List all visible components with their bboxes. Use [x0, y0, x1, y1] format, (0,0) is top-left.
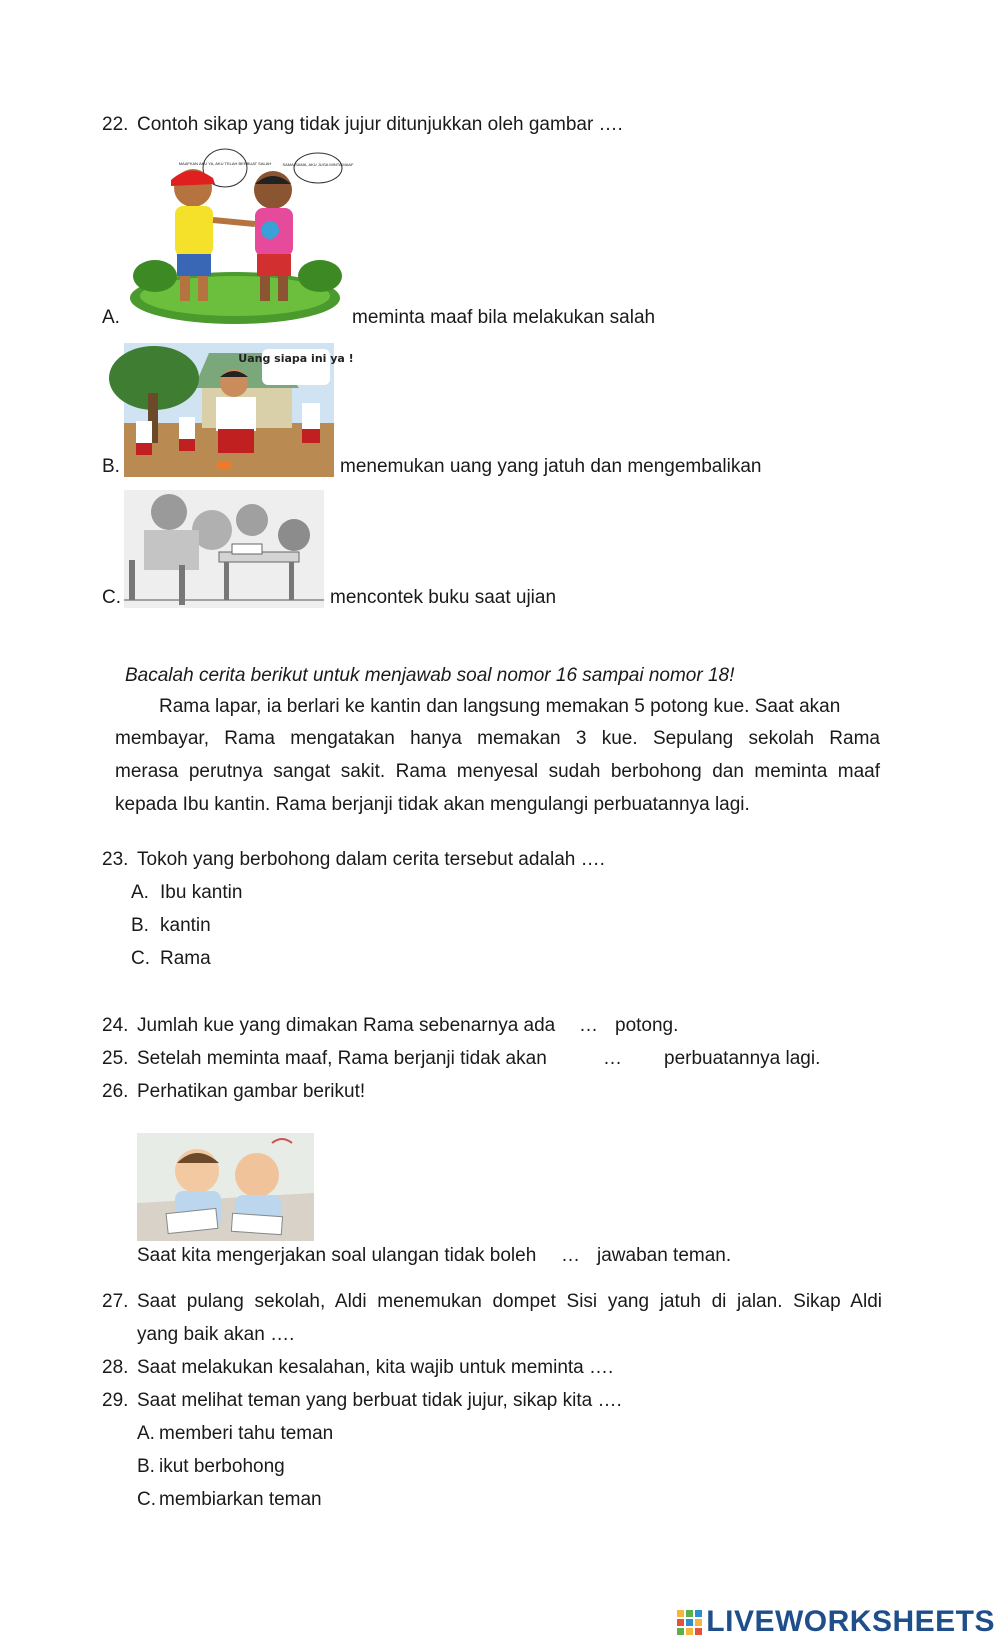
- option-a-text: meminta maaf bila melakukan salah: [352, 307, 656, 328]
- story-line-4: kepada Ibu kantin. Rama berjanji tidak akan mengulangi perbuatannya lagi.: [115, 794, 750, 815]
- q28-question: Saat melakukan kesalahan, kita wajib untuk meminta ….: [137, 1357, 614, 1378]
- option-c-illustration: [124, 490, 324, 608]
- option-c-text: mencontek buku saat ujian: [330, 587, 557, 608]
- option-b-text: menemukan uang yang jatuh dan mengembalikan: [340, 456, 762, 477]
- q23-option-c-letter: C.: [131, 948, 150, 969]
- q23-number: 23.: [102, 849, 129, 870]
- option-b-letter: B.: [102, 456, 120, 477]
- q25-blank[interactable]: …: [603, 1048, 622, 1069]
- q26-text-after: jawaban teman.: [597, 1245, 732, 1266]
- q27-question-line-2: yang baik akan ….: [137, 1324, 295, 1345]
- q27-question-line-1: Saat pulang sekolah, Aldi menemukan dompet Sisi yang jatuh di jalan. Sikap Aldi: [137, 1291, 882, 1312]
- story-line-2: membayar, Rama mengatakan hanya memakan 3 kue. Sepulang sekolah Rama: [115, 728, 880, 749]
- q28-number: 28.: [102, 1357, 129, 1378]
- option-c-letter: C.: [102, 587, 121, 608]
- q26-number: 26.: [102, 1081, 129, 1102]
- option-a-bubble-left: MAAFKAN AKU YA, AKU TELAH BERBUAT SALAH: [178, 161, 272, 166]
- q23-option-b-letter: B.: [131, 915, 149, 936]
- q24-text-before: Jumlah kue yang dimakan Rama sebenarnya ada: [137, 1015, 556, 1036]
- q29-option-b-letter: B.: [137, 1456, 155, 1477]
- q22-number: 22.: [102, 114, 129, 135]
- q23-option-c-text: Rama: [160, 948, 211, 969]
- q24-text-after: potong.: [615, 1015, 679, 1036]
- option-b-illustration: [124, 343, 354, 477]
- q27-number: 27.: [102, 1291, 129, 1312]
- q29-option-c-letter: C.: [137, 1489, 156, 1510]
- q26-text-before: Saat kita mengerjakan soal ulangan tidak boleh: [137, 1245, 537, 1266]
- q22-question: Contoh sikap yang tidak jujur ditunjukkan oleh gambar ….: [137, 114, 623, 135]
- q25-text-after: perbuatannya lagi.: [664, 1048, 821, 1069]
- q23-option-a-text: Ibu kantin: [160, 882, 243, 903]
- q29-option-a-letter: A.: [137, 1423, 155, 1444]
- q24-number: 24.: [102, 1015, 129, 1036]
- q29-question: Saat melihat teman yang berbuat tidak jujur, sikap kita ….: [137, 1390, 622, 1411]
- logo-text: LIVEWORKSHEETS: [706, 1605, 995, 1638]
- q26-blank[interactable]: …: [561, 1245, 580, 1266]
- story-line-3: merasa perutnya sangat sakit. Rama menyesal sudah berbohong dan meminta maaf: [115, 761, 880, 782]
- option-b-bubble-text: Uang siapa ini ya !: [238, 352, 354, 365]
- option-a-letter: A.: [102, 307, 120, 328]
- story-instruction: Bacalah cerita berikut untuk menjawab soal nomor 16 sampai nomor 18!: [125, 665, 735, 686]
- q29-option-b-text: ikut berbohong: [159, 1456, 285, 1477]
- logo-grid-icon: [677, 1610, 702, 1635]
- q25-text-before: Setelah meminta maaf, Rama berjanji tidak akan: [137, 1048, 547, 1069]
- q29-option-a-text: memberi tahu teman: [159, 1423, 334, 1444]
- q23-option-b-text: kantin: [160, 915, 211, 936]
- q25-number: 25.: [102, 1048, 129, 1069]
- q23-option-a-letter: A.: [131, 882, 149, 903]
- option-a-illustration: [125, 148, 354, 326]
- liveworksheets-logo[interactable]: [677, 1605, 995, 1639]
- q29-option-c-text: membiarkan teman: [159, 1489, 322, 1510]
- q29-number: 29.: [102, 1390, 129, 1411]
- option-a-bubble-right: SAMA-SAMA, AKU JUGA MINTA MAAF: [282, 162, 354, 167]
- q23-question: Tokoh yang berbohong dalam cerita tersebut adalah ….: [137, 849, 605, 870]
- q26-question: Perhatikan gambar berikut!: [137, 1081, 366, 1102]
- q24-blank[interactable]: …: [579, 1015, 598, 1036]
- q26-illustration: [137, 1133, 314, 1241]
- story-line-1: Rama lapar, ia berlari ke kantin dan langsung memakan 5 potong kue. Saat akan: [159, 696, 841, 717]
